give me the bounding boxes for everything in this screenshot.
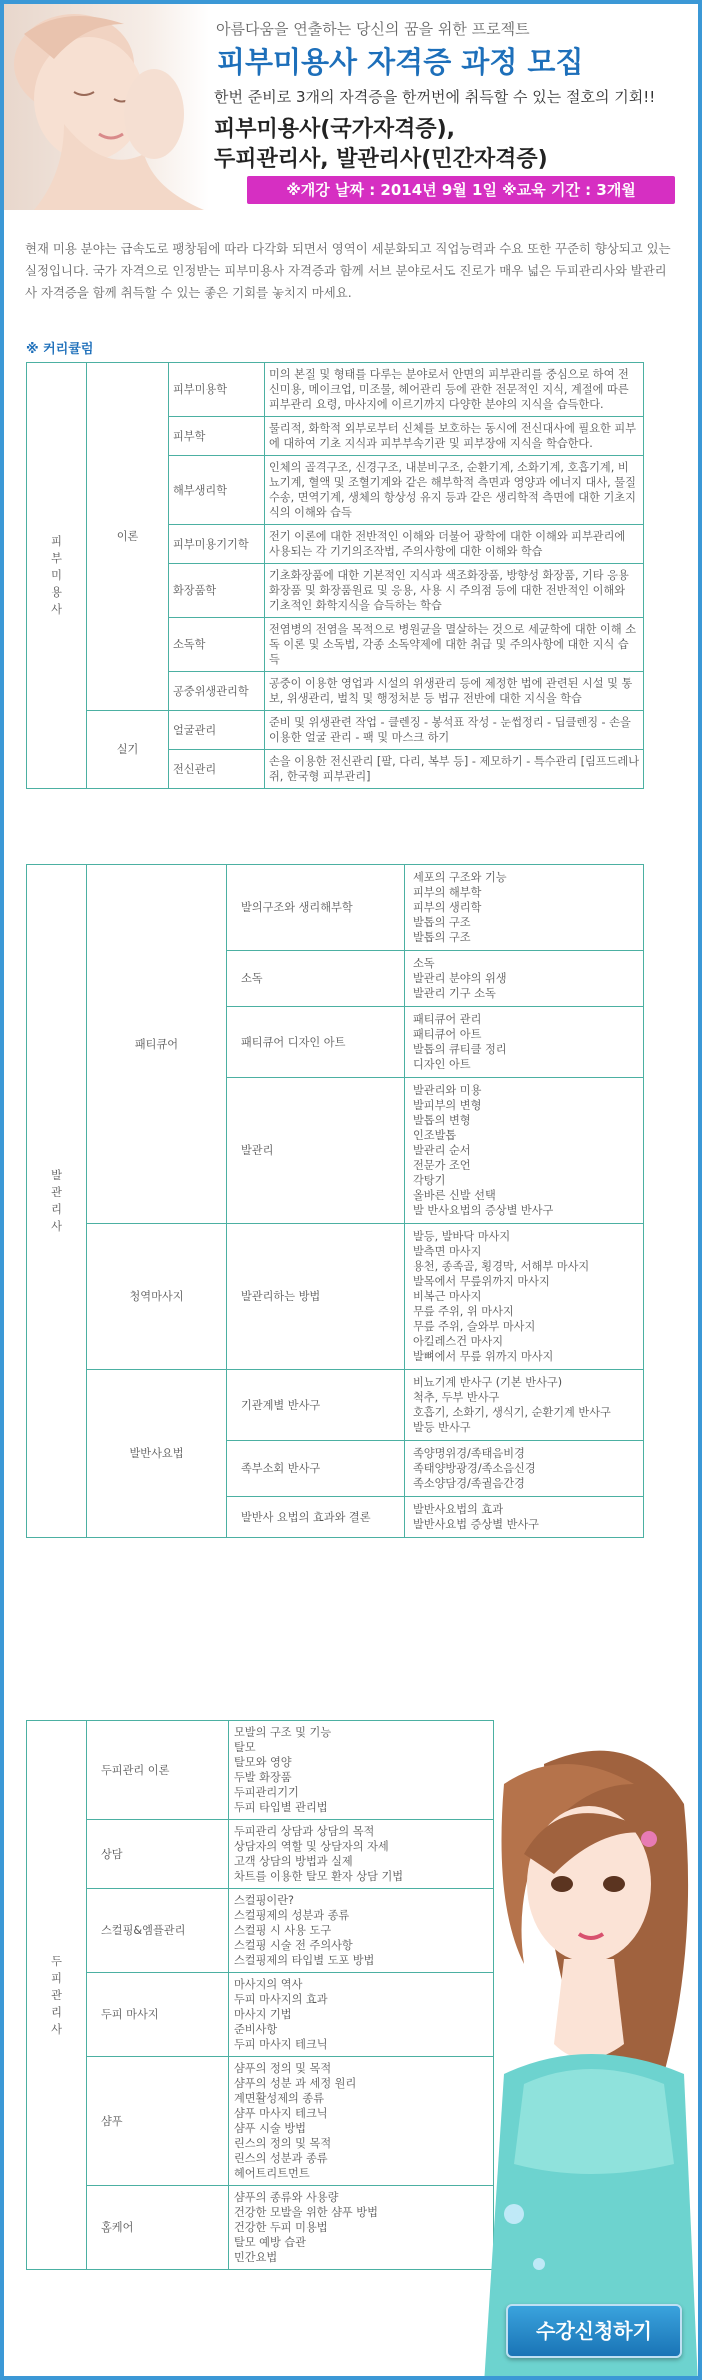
list-item: 발톱의 큐티클 정리 (413, 1043, 507, 1056)
tagline: 아름다움을 연출하는 당신의 꿈을 위한 프로젝트 (216, 20, 530, 38)
list-item: 발관리 기구 소독 (413, 987, 496, 1000)
list-item: 두피관리 상담과 상담의 목적 (234, 1825, 375, 1838)
table-row (27, 2186, 494, 2270)
list-item: 발목에서 무릎위까지 마사지 (413, 1275, 550, 1288)
table-row (27, 1224, 644, 1370)
curriculum-label: ※ 커리큘럼 (26, 342, 94, 357)
description-cell: 손을 이용한 전신관리 [팔, 다리, 복부 등] - 제모하기 - 특수관리 [림프드레나쥐, 한국형 피부관리] (265, 750, 644, 789)
list-item: 마사지의 역사 (234, 1978, 303, 1991)
description-cell: 물리적, 화학적 외부로부터 신체를 보호하는 동시에 전신대사에 필요한 피부에 대하여 기초 지식과 피부부속기관 및 피부장애 지식을 학습한다. (265, 417, 644, 456)
list-item: 샴푸의 정의 및 목적 (234, 2062, 332, 2075)
list-item: 무릎 주위, 슬와부 마사지 (413, 1320, 536, 1333)
group-cell: 청역마사지 (87, 1224, 227, 1370)
list-item: 두피 마사지의 효과 (234, 1993, 328, 2006)
subtitle: 한번 준비로 3개의 자격증을 한꺼번에 취득할 수 있는 절호의 기회!! (214, 88, 656, 106)
group-practice: 실기 (87, 711, 169, 789)
list-item: 올바른 신발 선택 (413, 1189, 496, 1202)
subject-cell: 홈케어 (87, 2186, 229, 2270)
items-cell (405, 1441, 644, 1497)
description-cell: 전염병의 전염을 목적으로 병원균을 멸살하는 것으로 세균학에 대한 이해 소독 이론 및 소독법, 각종 소독약제에 대한 취급 및 주의사항에 대한 지식 습득 (265, 618, 644, 672)
subject-cell: 피부미용학 (169, 363, 265, 417)
list-item: 패티큐어 관리 (413, 1013, 482, 1026)
subject-cell: 두피 마사지 (87, 1973, 229, 2057)
list-item: 스컬핑 시 사용 도구 (234, 1924, 332, 1937)
group-theory: 이론 (87, 363, 169, 711)
category-scalp: 두 피 관 리 사 (27, 1721, 87, 2270)
list-item: 린스의 성분과 종류 (234, 2152, 328, 2165)
subject-cell: 두피관리 이론 (87, 1721, 229, 1820)
subject-cell: 해부생리학 (169, 456, 265, 525)
list-item: 샴푸의 성분 과 세정 원리 (234, 2077, 357, 2090)
group-cell: 발반사요법 (87, 1370, 227, 1538)
list-item: 탈모와 영양 (234, 1756, 292, 1769)
table-row (27, 1820, 494, 1889)
list-item: 고객 상담의 방법과 실제 (234, 1855, 353, 1868)
list-item: 건강한 두피 미용법 (234, 2221, 328, 2234)
list-item: 두피관리기기 (234, 1786, 299, 1799)
list-item: 샴푸의 종류와 사용량 (234, 2191, 339, 2204)
scalp-curriculum-table (26, 1720, 494, 2270)
list-item: 샴푸 마사지 테크닉 (234, 2107, 328, 2120)
description-cell: 기초화장품에 대한 기본적인 지식과 색조화장품, 방향성 화장품, 기타 응용화장품 및 화장품원료 및 응용, 사용 시 주의점 등에 대한 전반적인 이해와 기초적인 화학지식을 습득하는 학습 (265, 564, 644, 618)
list-item: 족태양방광경/족소음신경 (413, 1462, 536, 1475)
subject-cell: 발의구조와 생리해부학 (227, 865, 405, 951)
list-item: 발피부의 변형 (413, 1099, 482, 1112)
group-cell: 패티큐어 (87, 865, 227, 1224)
list-item: 아킬레스건 마사지 (413, 1335, 504, 1348)
list-item: 차트를 이용한 탈모 환자 상담 기법 (234, 1870, 404, 1883)
list-item: 발관리와 미용 (413, 1084, 482, 1097)
subject-cell: 소독 (227, 951, 405, 1007)
skin-curriculum-table (26, 362, 644, 789)
list-item: 디자인 아트 (413, 1058, 471, 1071)
list-item: 비복근 마사지 (413, 1290, 482, 1303)
table-row (27, 865, 644, 951)
items-cell (405, 1078, 644, 1224)
list-item: 건강한 모발을 위한 샴푸 방법 (234, 2206, 378, 2219)
subject-cell: 스컬핑&엠플관리 (87, 1889, 229, 1973)
list-item: 발톱의 구조 (413, 916, 471, 929)
subject-cell: 소독학 (169, 618, 265, 672)
list-item: 헤어트리트먼트 (234, 2167, 310, 2180)
items-cell (229, 1721, 494, 1820)
subject-cell: 상담 (87, 1820, 229, 1889)
category-skin: 피 부 미 용 사 (27, 363, 87, 789)
header-banner (4, 4, 698, 210)
subject-cell: 화장품학 (169, 564, 265, 618)
items-cell (229, 1889, 494, 1973)
list-item: 발톱의 구조 (413, 931, 471, 944)
list-item: 상담자의 역할 및 상담자의 자세 (234, 1840, 389, 1853)
list-item: 발톱의 변형 (413, 1114, 471, 1127)
illustration-woman (484, 1744, 698, 2380)
list-item: 인조발톱 (413, 1129, 457, 1142)
list-item: 스컬핑제의 성분과 종류 (234, 1909, 350, 1922)
items-cell (229, 1820, 494, 1889)
items-cell (405, 865, 644, 951)
list-item: 모발의 구조 및 기능 (234, 1726, 332, 1739)
list-item: 두피 마사지 테크닉 (234, 2038, 328, 2051)
list-item: 세포의 구조와 기능 (413, 871, 507, 884)
items-cell (229, 2186, 494, 2270)
subject-cell: 피부미용기기학 (169, 525, 265, 564)
subject-cell: 발관리하는 방법 (227, 1224, 405, 1370)
subject-cell: 전신관리 (169, 750, 265, 789)
list-item: 소독 (413, 957, 435, 970)
items-cell (405, 951, 644, 1007)
list-item: 두발 화장품 (234, 1771, 292, 1784)
list-item: 탈모 예방 습관 (234, 2236, 306, 2249)
list-item: 각탕기 (413, 1174, 446, 1187)
list-item: 마사지 기법 (234, 2008, 292, 2021)
list-item: 두피 타입별 관리법 (234, 1801, 328, 1814)
table-row (27, 711, 644, 750)
model-photo (4, 4, 209, 210)
description-cell: 준비 및 위생관련 작업 - 클렌징 - 봉석표 작성 - 눈썹정리 - 딥클렌징 - 손을 이용한 얼굴 관리 - 팩 및 마스크 하기 (265, 711, 644, 750)
list-item: 탈모 (234, 1741, 256, 1754)
schedule-badge: ※개강 날짜 : 2014년 9월 1일 ※교육 기간 : 3개월 (247, 176, 675, 204)
list-item: 스컬핑 시술 전 주의사항 (234, 1939, 353, 1952)
subject-cell: 기관계별 반사구 (227, 1370, 405, 1441)
list-item: 발 반사요법의 증상별 반사구 (413, 1204, 554, 1217)
category-foot: 발 관 리 사 (27, 865, 87, 1538)
subject-cell: 패티큐어 디자인 아트 (227, 1007, 405, 1078)
description-cell: 인체의 골격구조, 신경구조, 내분비구조, 순환기계, 소화기계, 호흡기계, 비뇨기계, 혈액 및 조혈기계와 같은 해부학적 측면과 영양과 에너지 대사, 물질 수송, 면역기계, 생체의 항상성 유지 등과 같은 생리학적 측면에 대한 기초지식의 이해와 습득 (265, 456, 644, 525)
list-item: 준비사항 (234, 2023, 278, 2036)
list-item: 패티큐어 아트 (413, 1028, 482, 1041)
list-item: 발반사요법의 효과 (413, 1503, 504, 1516)
list-item: 피부의 해부학 (413, 886, 482, 899)
items-cell (405, 1224, 644, 1370)
table-row (27, 1721, 494, 1820)
list-item: 스컬핑이란? (234, 1894, 294, 1907)
description-cell: 미의 본질 및 형태를 다루는 분야로서 안면의 피부관리를 중심으로 하여 전신미용, 메이크업, 미조물, 헤어관리 등에 관한 전문적인 지식, 계절에 따른 피부관리 요령, 마사지에 이르기까지 다양한 분야의 지식을 습득한다. (265, 363, 644, 417)
list-item: 발뼈에서 무릎 위까지 마사지 (413, 1350, 554, 1363)
description-cell: 공중이 이용한 영업과 시설의 위생관리 등에 제정한 법에 관련된 시설 및 통보, 위생관리, 벌칙 및 행정처분 등 법규 전반에 대한 지식을 학습 (265, 672, 644, 711)
qualifications-line1: 피부미용사(국가자격증), (214, 117, 455, 142)
items-cell (405, 1007, 644, 1078)
list-item: 민간요법 (234, 2251, 278, 2264)
subject-cell: 피부학 (169, 417, 265, 456)
list-item: 비뇨기계 반사구 (기본 반사구) (413, 1376, 563, 1389)
foot-curriculum-table (26, 864, 644, 1538)
list-item: 발반사요법 증상별 반사구 (413, 1518, 539, 1531)
apply-button[interactable]: 수강신청하기 (506, 2304, 682, 2358)
subject-cell: 샴푸 (87, 2057, 229, 2186)
subject-cell: 얼굴관리 (169, 711, 265, 750)
description-cell: 전기 이론에 대한 전반적인 이해와 더불어 광학에 대한 이해와 피부관리에 사용되는 각 기기의조작법, 주의사항에 대한 이해와 학습 (265, 525, 644, 564)
list-item: 스컬핑제의 타입별 도포 방법 (234, 1954, 375, 1967)
table-row (27, 1973, 494, 2057)
subject-cell: 발관리 (227, 1078, 405, 1224)
list-item: 족소양담경/족궐음간경 (413, 1477, 525, 1490)
items-cell (229, 1973, 494, 2057)
table-row (27, 2057, 494, 2186)
subject-cell: 족부소회 반사구 (227, 1441, 405, 1497)
list-item: 무릎 주위, 위 마사지 (413, 1305, 514, 1318)
items-cell (405, 1497, 644, 1538)
items-cell (229, 2057, 494, 2186)
list-item: 발관리 순서 (413, 1144, 471, 1157)
list-item: 발등, 발바닥 마사지 (413, 1230, 511, 1243)
intro-text: 현재 미용 분야는 급속도로 팽창됨에 따라 다각화 되면서 영역이 세분화되고 직업능력과 수요 또한 꾸준히 향상되고 있는 실정입니다. 국가 자격으로 인정받는 피부미용사 자격증과 함께 서브 분야로서도 진로가 매우 넓은 두피관리사와 발관리사 자격증을 함께 취득할 수 있는 좋은 기회를 놓치지 마세요. (25, 241, 671, 300)
subject-cell: 발반사 요법의 효과와 결론 (227, 1497, 405, 1538)
page-title: 피부미용사 자격증 과정 모집 (217, 45, 584, 79)
list-item: 전문가 조언 (413, 1159, 471, 1172)
list-item: 발등 반사구 (413, 1421, 471, 1434)
list-item: 발관리 분야의 위생 (413, 972, 507, 985)
table-row (27, 363, 644, 417)
table-row (27, 1370, 644, 1441)
list-item: 피부의 생리학 (413, 901, 482, 914)
list-item: 용천, 종족골, 횡경막, 서해부 마사지 (413, 1260, 590, 1273)
list-item: 족양명위경/족태음비경 (413, 1447, 525, 1460)
subject-cell: 공중위생관리학 (169, 672, 265, 711)
list-item: 발측면 마사지 (413, 1245, 482, 1258)
list-item: 린스의 정의 및 목적 (234, 2137, 332, 2150)
items-cell (405, 1370, 644, 1441)
list-item: 호흡기, 소화기, 생식기, 순환기계 반사구 (413, 1406, 611, 1419)
list-item: 계면활성제의 종류 (234, 2092, 325, 2105)
list-item: 척추, 두부 반사구 (413, 1391, 500, 1404)
qualifications-line2: 두피관리사, 발관리사(민간자격증) (214, 147, 548, 172)
list-item: 샴푸 시술 방법 (234, 2122, 306, 2135)
table-row (27, 1889, 494, 1973)
